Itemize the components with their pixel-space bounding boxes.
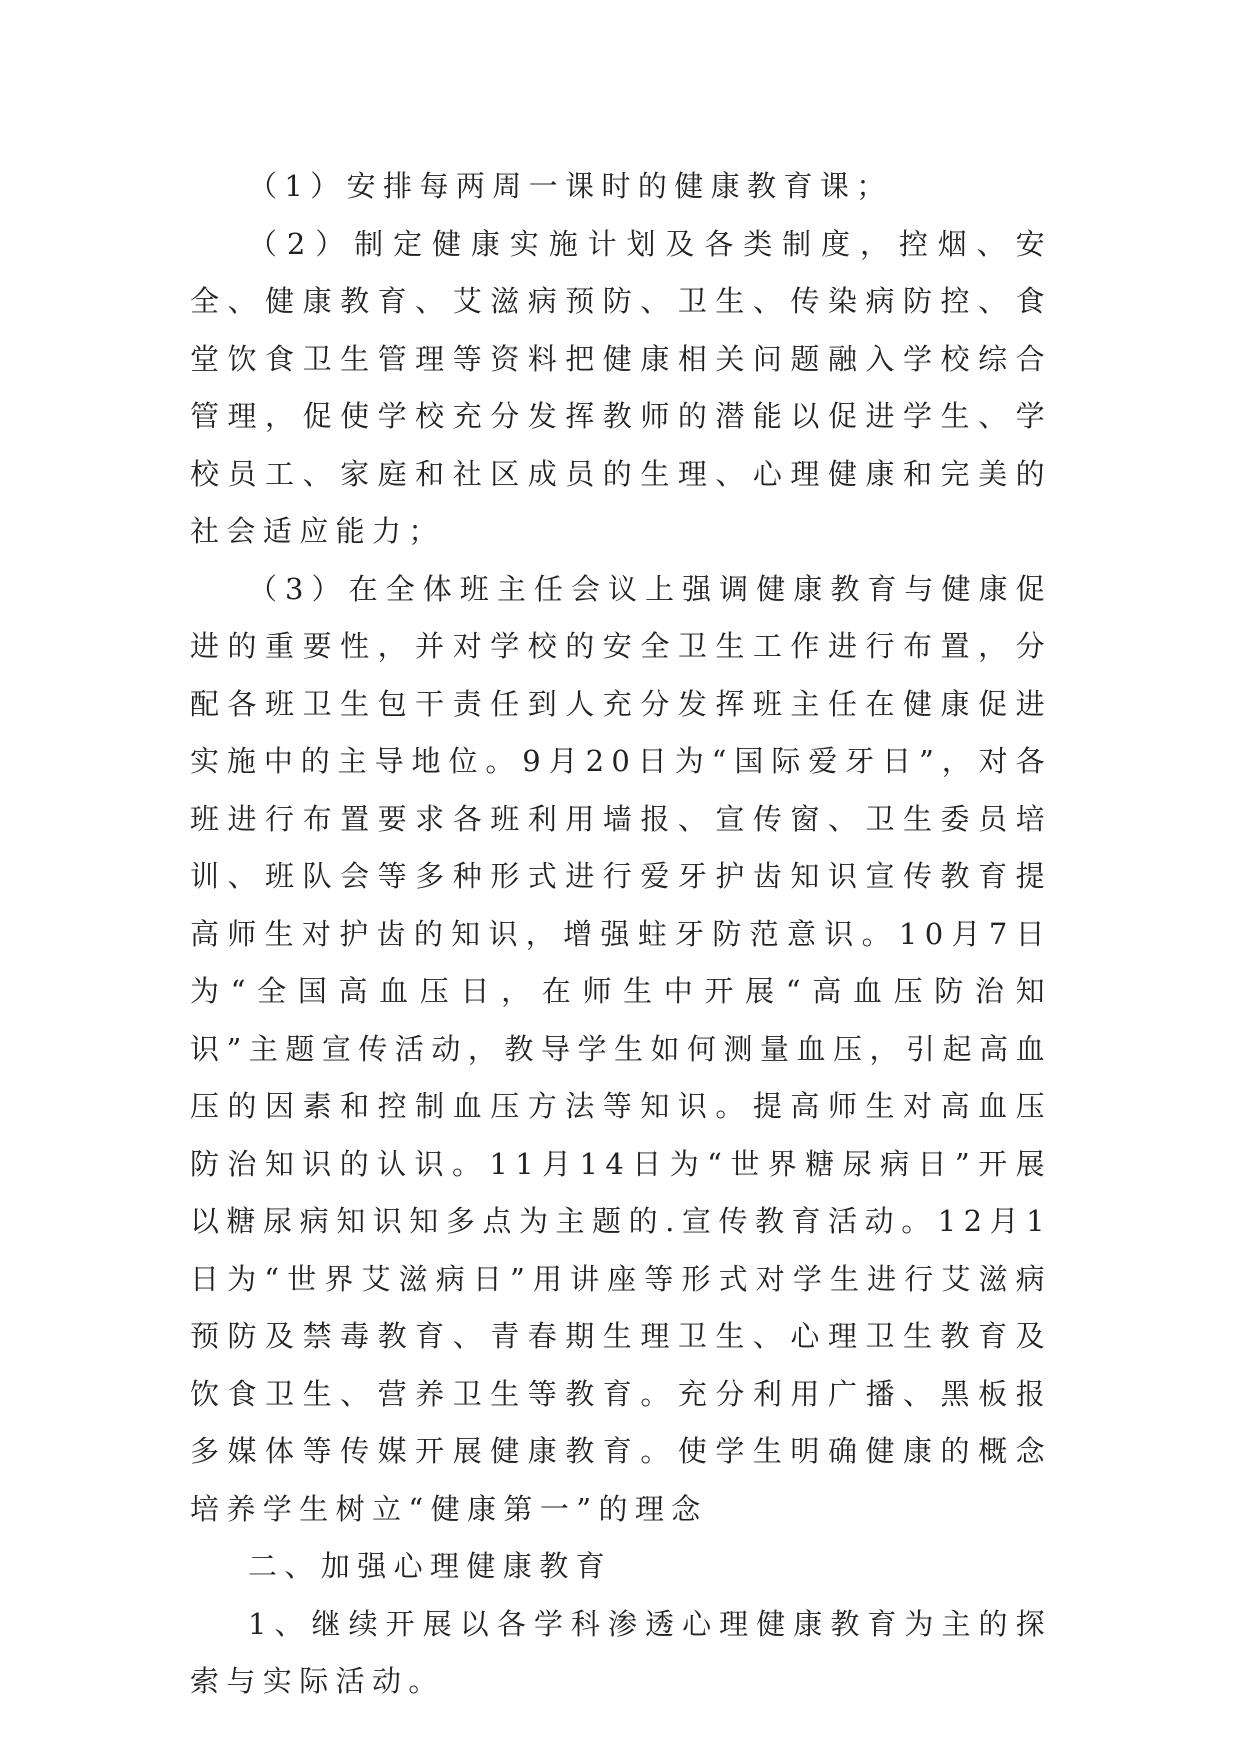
paragraph-item-4: 1、继续开展以各学科渗透心理健康教育为主的探索与实际活动。 — [190, 1606, 1052, 1698]
paragraph-item-1: （1）安排每两周一课时的健康教育课； — [248, 169, 893, 203]
paragraph-item-2: （2）制定健康实施计划及各类制度，控烟、安全、健康教育、艾滋病预防、卫生、传染病防控、食堂饮食卫生管理等资料把健康相关问题融入学校综合管理，促使学校充分发挥教师的潜能以促进学生、学校员工、家庭和社区成员的生理、心理健康和完美的社会适应能力； — [190, 226, 1052, 548]
paragraph-item-3: （3）在全体班主任会议上强调健康教育与健康促进的重要性，并对学校的安全卫生工作进行布置，分配各班卫生包干责任到人充分发挥班主任在健康促进实施中的主导地位。9月20日为“国际爱牙日”，对各班进行布置要求各班利用墙报、宣传窗、卫生委员培训、班队会等多种形式进行爱牙护齿知识宣传教育提高师生对护齿的知识，增强蛀牙防范意识。10月7日为“全国高血压日，在师生中开展“高血压防治知识”主题宣传活动，教导学生如何测量血压，引起高血压的因素和控制血压方法等知识。提高师生对高血压防治知识的认识。11月14日为“世界糖尿病日”开展以糖尿病知识知多点为主题的.宣传教育活动。12月1日为“世界艾滋病日”用讲座等形式对学生进行艾滋病预防及禁毒教育、青春期生理卫生、心理卫生教育及饮食卫生、营养卫生等教育。充分利用广播、黑板报多媒体等传媒开展健康教育。使学生明确健康的概念培养学生树立“健康第一”的理念 — [190, 571, 1052, 1526]
section-heading: 二、加强心理健康教育 — [248, 1549, 613, 1583]
document-body — [190, 158, 1052, 1711]
